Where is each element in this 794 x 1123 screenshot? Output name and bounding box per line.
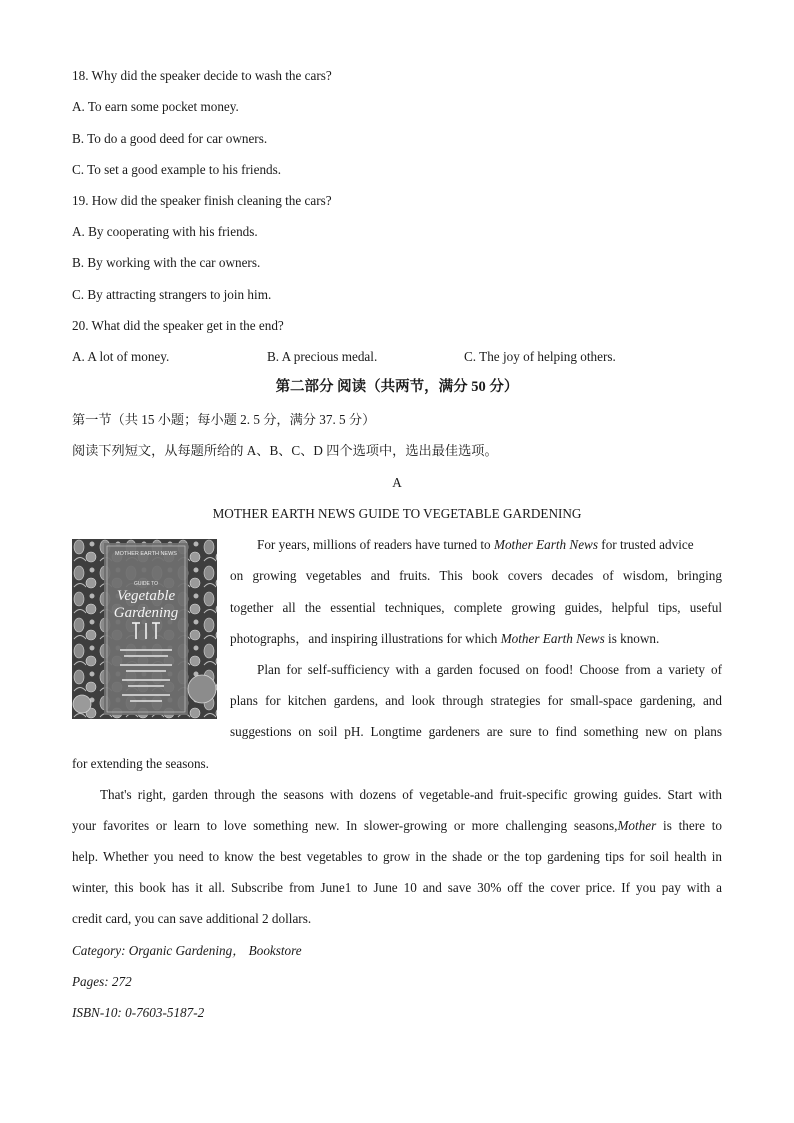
question-18-stem: 18. Why did the speaker decide to wash the cars? <box>72 68 332 83</box>
question-19-stem: 19. How did the speaker finish cleaning the cars? <box>72 193 332 208</box>
paragraph-1-line-3: together all the essential techniques, complete growing guides, helpful tips, useful <box>230 600 722 615</box>
book-cover-image <box>72 539 217 719</box>
paragraph-2-line-4: for extending the seasons. <box>72 756 209 771</box>
paragraph-1-line-1: For years, millions of readers have turned to Mother Earth News for trusted advice <box>257 537 694 552</box>
question-18-option-b: B. To do a good deed for car owners. <box>72 131 268 146</box>
question-20-option-b: B. A precious medal. <box>267 349 378 364</box>
book-isbn: ISBN-10: 0-7603-5187-2 <box>72 1005 205 1020</box>
paragraph-2-line-1: Plan for self-sufficiency with a garden focused on food! Choose from a variety of <box>257 662 722 677</box>
paragraph-1-line-2: on growing vegetables and fruits. This book covers decades of wisdom, bringing <box>230 568 722 583</box>
garden-tools-icon <box>132 623 160 639</box>
question-20-option-c: C. The joy of helping others. <box>464 349 616 364</box>
question-18-option-a: A. To earn some pocket money. <box>72 99 239 114</box>
paragraph-2-line-3: suggestions on soil pH. Longtime gardeners are sure to find something new on plans <box>230 724 722 739</box>
section-1-heading: 第一节（共 15 小题；每小题 2. 5 分，满分 37. 5 分） <box>72 412 376 427</box>
paragraph-3-line-3: help. Whether you need to know the best vegetables to grow in the shade or the top gardening tips for soil health in <box>72 849 722 864</box>
paragraph-2-line-2: plans for kitchen gardens, and look through strategies for small-space gardening, and <box>230 693 722 708</box>
cover-guide-to: GUIDE TO <box>134 581 158 587</box>
book-pages: Pages: 272 <box>72 974 132 989</box>
question-19-option-a: A. By cooperating with his friends. <box>72 224 258 239</box>
paragraph-3-line-2: your favorites or learn to love something new. In slower-growing or more challenging seasons,Mother is there to <box>72 818 722 833</box>
paragraph-3-line-5: credit card, you can save additional 2 dollars. <box>72 911 312 926</box>
question-20-stem: 20. What did the speaker get in the end? <box>72 318 284 333</box>
question-20-option-a: A. A lot of money. <box>72 349 170 364</box>
passage-letter: A <box>392 475 402 490</box>
passage-title: MOTHER EARTH NEWS GUIDE TO VEGETABLE GARDENING <box>212 506 582 521</box>
book-category: Category: Organic Gardening， Bookstore <box>72 943 302 958</box>
paragraph-3-line-1: That's right, garden through the seasons with dozens of vegetable-and fruit-specific growing guides. Start with <box>100 787 722 802</box>
question-19-option-b: B. By working with the car owners. <box>72 255 261 270</box>
cover-title-line-1: Vegetable <box>116 588 176 604</box>
question-18-option-c: C. To set a good example to his friends. <box>72 162 282 177</box>
reading-instruction: 阅读下列短文，从每题所给的 A、B、C、D 四个选项中，选出最佳选项。 <box>72 443 498 458</box>
paragraph-1-line-4: photographs，and inspiring illustrations for which Mother Earth News is known. <box>230 631 660 646</box>
cover-publisher: MOTHER EARTH NEWS <box>115 551 177 557</box>
paragraph-3-line-4: winter, this book has it all. Subscribe from June1 to June 10 and save 30% off the cover price. If you pay with a <box>72 880 722 895</box>
part-2-title: 第二部分 阅读（共两节，满分 50 分） <box>275 379 519 395</box>
question-19-option-c: C. By attracting strangers to join him. <box>72 287 272 302</box>
cover-title-line-2: Gardening <box>113 605 179 621</box>
